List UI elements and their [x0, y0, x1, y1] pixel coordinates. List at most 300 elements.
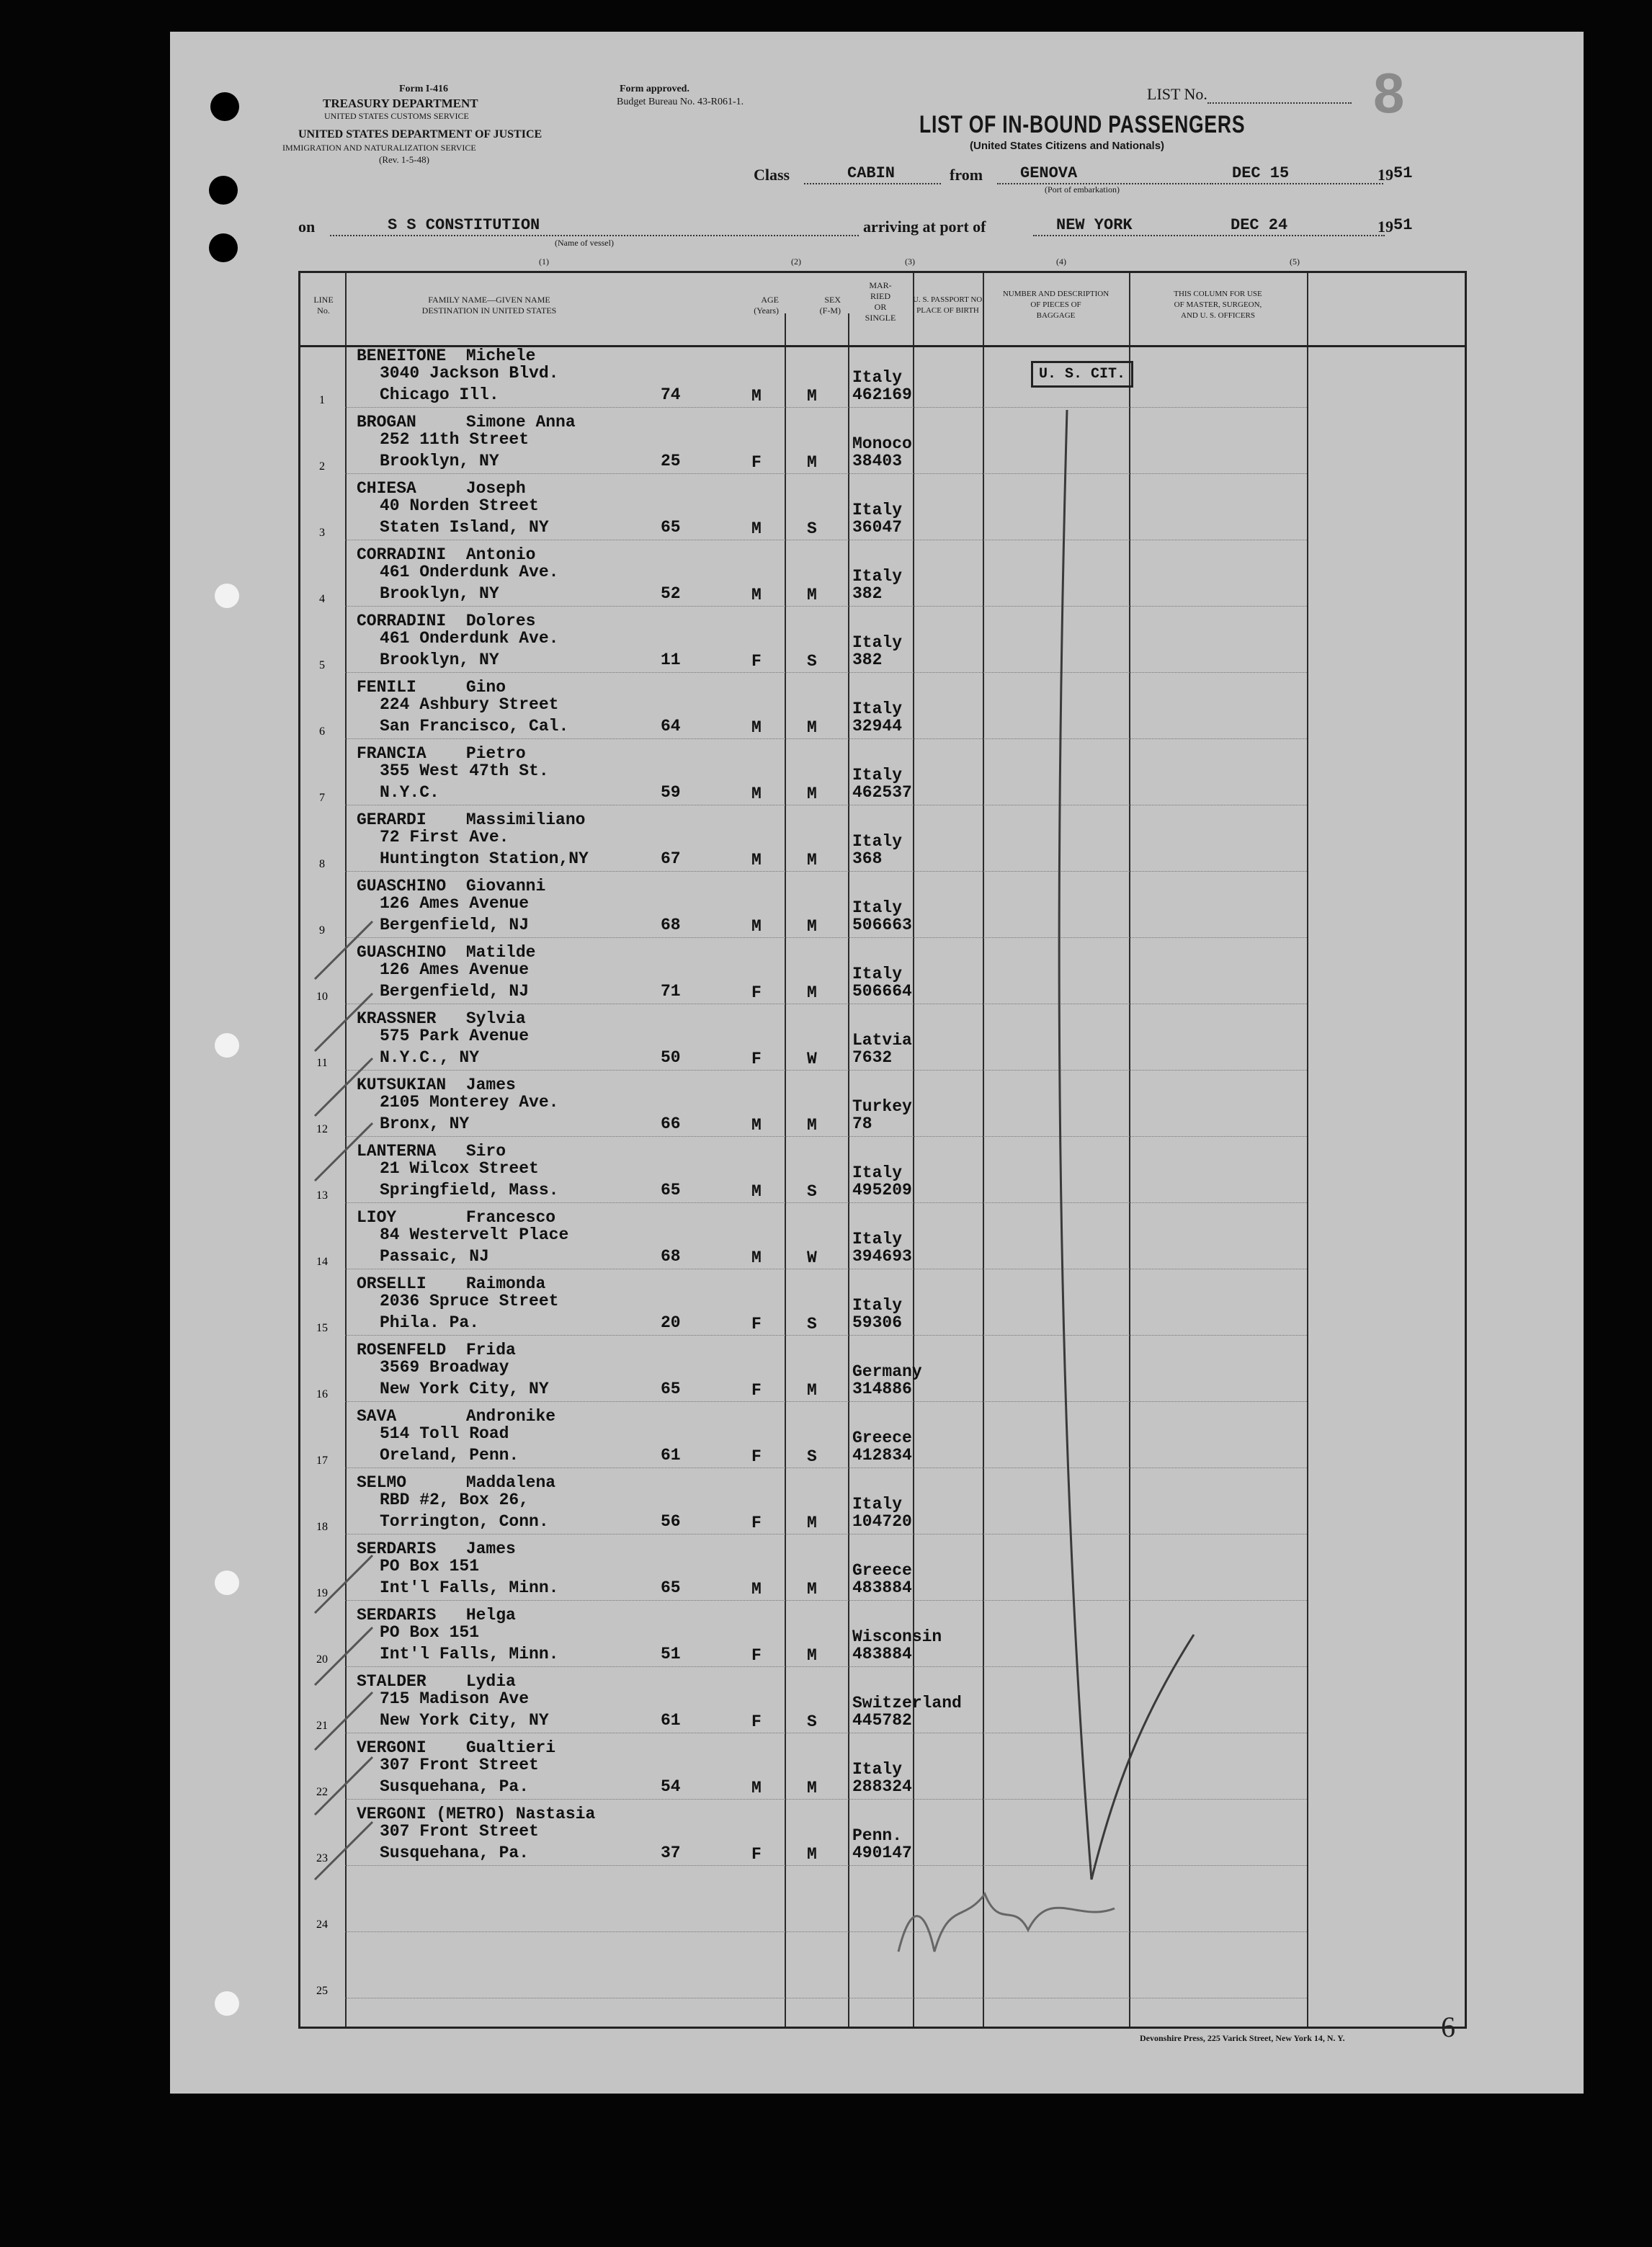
passenger-city: Int'l Falls, Minn. — [380, 1645, 559, 1663]
line-number: 3 — [319, 527, 325, 539]
col-header-passport: U. S. PASSPORT NO. PLACE OF BIRTH — [913, 295, 984, 315]
passenger-birthplace: Italy — [852, 1495, 903, 1514]
list-no-label: LIST No. — [1147, 85, 1207, 103]
passenger-name: VERGONI Gualtieri — [357, 1738, 556, 1757]
passenger-city: Passaic, NJ — [380, 1247, 489, 1266]
passenger-marital-status: M — [807, 387, 817, 406]
passenger-age: 59 — [661, 783, 681, 802]
passenger-passport: 78 — [852, 1114, 872, 1133]
passenger-sex: F — [751, 1381, 762, 1400]
column-number-2: (2) — [791, 256, 801, 267]
passenger-name: GERARDI Massimiliano — [357, 810, 586, 829]
passenger-age: 20 — [661, 1313, 681, 1332]
table-row — [300, 544, 1465, 610]
passenger-city: Susquehana, Pa. — [380, 1777, 530, 1796]
line-number: 25 — [316, 1985, 328, 1997]
passenger-sex: F — [751, 1712, 762, 1731]
passenger-sex: F — [751, 1845, 762, 1864]
passenger-name: CORRADINI Antonio — [357, 545, 536, 564]
treasury-department: TREASURY DEPARTMENT — [323, 97, 478, 110]
passenger-address: 224 Ashbury Street — [380, 695, 559, 714]
embark-date-line — [1215, 183, 1383, 184]
passenger-table — [298, 271, 1467, 2029]
passenger-name: GUASCHINO Matilde — [357, 943, 536, 962]
punch-hole — [215, 1033, 239, 1058]
row-rule — [345, 672, 1307, 673]
punch-hole — [215, 1571, 239, 1595]
line-number: 1 — [319, 394, 325, 406]
passenger-age: 54 — [661, 1777, 681, 1796]
passenger-passport: 462537 — [852, 783, 912, 802]
passenger-passport: 506663 — [852, 916, 912, 934]
column-number-1: (1) — [539, 256, 549, 267]
corner-mark-top: 8 — [1373, 61, 1405, 125]
passenger-age: 65 — [661, 1380, 681, 1398]
passenger-marital-status: M — [807, 1845, 817, 1864]
embark-note: (Port of embarkation) — [1045, 184, 1120, 195]
passenger-birthplace: Italy — [852, 1230, 903, 1248]
passenger-address: 461 Onderdunk Ave. — [380, 629, 559, 648]
passenger-passport: 495209 — [852, 1181, 912, 1200]
passenger-address: 307 Front Street — [380, 1822, 539, 1841]
row-rule — [345, 1600, 1307, 1601]
punch-hole — [209, 176, 238, 205]
passenger-birthplace: Italy — [852, 1760, 903, 1779]
passenger-age: 66 — [661, 1114, 681, 1133]
passenger-marital-status: M — [807, 1514, 817, 1532]
passenger-birthplace: Germany — [852, 1362, 922, 1381]
row-rule — [345, 1865, 1307, 1866]
line-number: 9 — [319, 924, 325, 937]
table-row — [300, 809, 1465, 875]
passenger-passport: 314886 — [852, 1380, 912, 1398]
passenger-sex: M — [751, 586, 762, 604]
passenger-city: Staten Island, NY — [380, 518, 549, 537]
passenger-marital-status: S — [807, 1182, 817, 1201]
table-row — [300, 1869, 1465, 1936]
table-row — [300, 1207, 1465, 1273]
passenger-address: RBD #2, Box 26, — [380, 1491, 530, 1509]
passenger-age: 68 — [661, 916, 681, 934]
table-row — [300, 1737, 1465, 1803]
table-row — [300, 610, 1465, 676]
passenger-marital-status: M — [807, 718, 817, 737]
passenger-passport: 483884 — [852, 1578, 912, 1597]
line-number: 22 — [316, 1786, 328, 1798]
line-number: 17 — [316, 1455, 328, 1467]
passenger-address: 715 Madison Ave — [380, 1689, 530, 1708]
passenger-sex: M — [751, 1182, 762, 1201]
row-rule — [345, 1136, 1307, 1137]
passenger-sex: M — [751, 1779, 762, 1797]
passenger-name: KUTSUKIAN James — [357, 1076, 516, 1094]
passenger-city: Oreland, Penn. — [380, 1446, 519, 1465]
passenger-address: 3569 Broadway — [380, 1358, 509, 1377]
passenger-marital-status: W — [807, 1248, 817, 1267]
passenger-city: Bronx, NY — [380, 1114, 470, 1133]
ins-service: IMMIGRATION AND NATURALIZATION SERVICE — [282, 143, 476, 153]
passenger-address: 126 Ames Avenue — [380, 960, 530, 979]
passenger-marital-status: S — [807, 652, 817, 671]
arrival-year-prefix: 19 — [1378, 218, 1393, 236]
col-header-age: AGE (Years) — [754, 295, 779, 316]
passenger-passport: 382 — [852, 584, 883, 603]
table-row — [300, 1936, 1465, 2002]
arrival-year: 51 — [1393, 216, 1413, 234]
passenger-marital-status: M — [807, 453, 817, 472]
passenger-city: Brooklyn, NY — [380, 584, 499, 603]
row-rule — [345, 473, 1307, 474]
passenger-city: Huntington Station,NY — [380, 849, 589, 868]
passenger-city: San Francisco, Cal. — [380, 717, 569, 736]
table-row — [300, 1074, 1465, 1140]
line-number: 11 — [316, 1057, 328, 1069]
passenger-name: LIOY Francesco — [357, 1208, 556, 1227]
table-row — [300, 1339, 1465, 1406]
passenger-marital-status: S — [807, 1712, 817, 1731]
passenger-marital-status: M — [807, 1116, 817, 1135]
justice-department: UNITED STATES DEPARTMENT OF JUSTICE — [298, 128, 543, 140]
passenger-birthplace: Wisconsin — [852, 1627, 942, 1646]
passenger-sex: F — [751, 1514, 762, 1532]
printer-credit: Devonshire Press, 225 Varick Street, New York 14, N. Y. — [1140, 2033, 1345, 2043]
passenger-address: 514 Toll Road — [380, 1424, 509, 1443]
passenger-address: 2036 Spruce Street — [380, 1292, 559, 1310]
row-rule — [345, 937, 1307, 938]
passenger-address: 3040 Jackson Blvd. — [380, 364, 559, 383]
passenger-passport: 394693 — [852, 1247, 912, 1266]
line-number: 20 — [316, 1653, 328, 1666]
revision: (Rev. 1-5-48) — [379, 154, 429, 165]
passenger-birthplace: Italy — [852, 633, 903, 652]
passenger-address: 2105 Monterey Ave. — [380, 1093, 559, 1112]
embark-date: DEC 15 — [1232, 164, 1290, 182]
passenger-marital-status: S — [807, 1447, 817, 1466]
line-number: 7 — [319, 792, 325, 804]
passenger-name: FENILI Gino — [357, 678, 506, 697]
passenger-name: KRASSNER Sylvia — [357, 1009, 526, 1028]
passenger-birthplace: Italy — [852, 898, 903, 917]
punch-hole — [215, 1991, 239, 2016]
passenger-birthplace: Greece — [852, 1561, 912, 1580]
passenger-city: N.Y.C., NY — [380, 1048, 480, 1067]
passenger-sex: F — [751, 453, 762, 472]
table-row — [300, 1472, 1465, 1538]
col-header-line: LINE No. — [313, 295, 334, 316]
passenger-name: BROGAN Simone Anna — [357, 413, 576, 432]
col-header-baggage: NUMBER AND DESCRIPTION OF PIECES OF BAGGAGE — [1002, 290, 1109, 320]
punch-hole — [209, 233, 238, 262]
passenger-name: SAVA Andronike — [357, 1407, 556, 1426]
passenger-name: SERDARIS Helga — [357, 1606, 516, 1625]
passenger-birthplace: Latvia — [852, 1031, 912, 1050]
line-number: 14 — [316, 1256, 328, 1268]
row-rule — [345, 871, 1307, 872]
table-row — [300, 942, 1465, 1008]
passenger-age: 71 — [661, 982, 681, 1001]
table-row — [300, 676, 1465, 743]
passenger-address: 575 Park Avenue — [380, 1027, 530, 1045]
passenger-passport: 490147 — [852, 1844, 912, 1862]
passenger-address: 21 Wilcox Street — [380, 1159, 539, 1178]
passenger-age: 50 — [661, 1048, 681, 1067]
from-label: from — [950, 166, 983, 184]
row-rule — [345, 1534, 1307, 1535]
passenger-city: Torrington, Conn. — [380, 1512, 549, 1531]
passenger-passport: 38403 — [852, 452, 903, 470]
row-rule — [345, 1401, 1307, 1402]
passenger-birthplace: Italy — [852, 766, 903, 785]
table-row — [300, 478, 1465, 544]
passenger-age: 11 — [661, 651, 681, 669]
passenger-marital-status: M — [807, 851, 817, 870]
col-header-sex: SEX (F-M) — [819, 295, 841, 316]
passenger-name: ORSELLI Raimonda — [357, 1274, 546, 1293]
passenger-sex: M — [751, 851, 762, 870]
passenger-address: PO Box 151 — [380, 1623, 480, 1642]
passenger-age: 68 — [661, 1247, 681, 1266]
passenger-sex: M — [751, 1116, 762, 1135]
document-title: LIST OF IN-BOUND PASSENGERS — [919, 111, 1246, 138]
arriving-label: arriving at port of — [863, 218, 986, 236]
row-rule — [345, 1335, 1307, 1336]
line-number: 2 — [319, 460, 325, 473]
passenger-birthplace: Italy — [852, 368, 903, 387]
row-rule — [345, 1070, 1307, 1071]
passenger-address: 252 11th Street — [380, 430, 530, 449]
vessel-line — [330, 235, 859, 236]
passenger-passport: 462169 — [852, 385, 912, 404]
passenger-birthplace: Italy — [852, 965, 903, 983]
line-number: 13 — [316, 1189, 328, 1202]
passenger-city: Chicago Ill. — [380, 385, 499, 404]
passenger-sex: F — [751, 1447, 762, 1466]
table-row — [300, 875, 1465, 942]
passenger-city: Brooklyn, NY — [380, 651, 499, 669]
passenger-birthplace: Greece — [852, 1429, 912, 1447]
passenger-passport: 32944 — [852, 717, 903, 736]
passenger-name: VERGONI (METRO) Nastasia — [357, 1805, 596, 1823]
passenger-marital-status: M — [807, 917, 817, 936]
col-header-name: FAMILY NAME—GIVEN NAME DESTINATION IN UNITED STATES — [421, 295, 557, 316]
passenger-passport: 412834 — [852, 1446, 912, 1465]
table-row — [300, 1604, 1465, 1671]
passenger-address: 355 West 47th St. — [380, 761, 549, 780]
passenger-marital-status: M — [807, 1580, 817, 1599]
passenger-passport: 382 — [852, 651, 883, 669]
passenger-birthplace: Turkey — [852, 1097, 912, 1116]
passenger-age: 65 — [661, 518, 681, 537]
table-row — [300, 1140, 1465, 1207]
line-number: 10 — [316, 991, 328, 1003]
passenger-marital-status: S — [807, 519, 817, 538]
form-approved: Form approved. — [620, 84, 689, 94]
passenger-sex: M — [751, 1248, 762, 1267]
line-number: 5 — [319, 659, 325, 671]
passenger-marital-status: M — [807, 1381, 817, 1400]
passenger-name: ROSENFELD Frida — [357, 1341, 516, 1359]
passenger-age: 61 — [661, 1446, 681, 1465]
passenger-sex: M — [751, 718, 762, 737]
passenger-passport: 288324 — [852, 1777, 912, 1796]
document-subtitle: (United States Citizens and Nationals) — [970, 140, 1165, 152]
passenger-age: 65 — [661, 1181, 681, 1200]
passenger-address: PO Box 151 — [380, 1557, 480, 1576]
on-label: on — [298, 218, 316, 236]
punch-hole — [215, 584, 239, 608]
passenger-sex: M — [751, 917, 762, 936]
passenger-name: SELMO Maddalena — [357, 1473, 556, 1492]
line-number: 23 — [316, 1852, 328, 1864]
passenger-name: LANTERNA Siro — [357, 1142, 506, 1161]
passenger-city: New York City, NY — [380, 1380, 549, 1398]
row-rule — [345, 1799, 1307, 1800]
passenger-name: SERDARIS James — [357, 1540, 516, 1558]
passenger-sex: F — [751, 652, 762, 671]
col-header-officers: THIS COLUMN FOR USE OF MASTER, SURGEON, AND U. S. OFFICERS — [1174, 290, 1262, 320]
passenger-birthplace: Italy — [852, 1163, 903, 1182]
punch-hole — [210, 92, 239, 121]
passenger-age: 51 — [661, 1645, 681, 1663]
arrival-port: NEW YORK — [1056, 216, 1133, 234]
passenger-city: Bergenfield, NJ — [380, 982, 530, 1001]
passenger-birthplace: Italy — [852, 501, 903, 519]
passenger-address: 40 Norden Street — [380, 496, 539, 515]
passenger-city: Phila. Pa. — [380, 1313, 480, 1332]
passenger-city: Brooklyn, NY — [380, 452, 499, 470]
passenger-passport: 36047 — [852, 518, 903, 537]
passenger-age: 52 — [661, 584, 681, 603]
passenger-city: Springfield, Mass. — [380, 1181, 559, 1200]
row-rule — [345, 407, 1307, 408]
passenger-sex: M — [751, 785, 762, 803]
passenger-passport: 368 — [852, 849, 883, 868]
passenger-passport: 104720 — [852, 1512, 912, 1531]
passenger-birthplace: Italy — [852, 567, 903, 586]
line-number: 15 — [316, 1322, 328, 1334]
passenger-passport: 59306 — [852, 1313, 903, 1332]
col-header-married: MAR- RIED OR SINGLE — [865, 280, 896, 323]
customs-service: UNITED STATES CUSTOMS SERVICE — [324, 111, 469, 121]
passenger-age: 61 — [661, 1711, 681, 1730]
row-rule — [345, 1666, 1307, 1667]
passenger-marital-status: M — [807, 586, 817, 604]
passenger-name: CORRADINI Dolores — [357, 612, 536, 630]
line-number: 19 — [316, 1587, 328, 1599]
passenger-sex: F — [751, 1646, 762, 1665]
passenger-sex: M — [751, 387, 762, 406]
passenger-marital-status: W — [807, 1050, 817, 1068]
passenger-birthplace: Italy — [852, 1296, 903, 1315]
column-number-3: (3) — [905, 256, 915, 267]
table-row — [300, 1803, 1465, 1869]
budget-bureau: Budget Bureau No. 43-R061-1. — [617, 97, 744, 107]
passenger-marital-status: M — [807, 1646, 817, 1665]
passenger-marital-status: M — [807, 983, 817, 1002]
passenger-city: N.Y.C. — [380, 783, 439, 802]
us-citizen-stamp: U. S. CIT. — [1031, 361, 1133, 388]
passenger-address: 126 Ames Avenue — [380, 894, 530, 913]
passenger-birthplace: Italy — [852, 832, 903, 851]
line-number: 24 — [316, 1918, 328, 1931]
passenger-marital-status: S — [807, 1315, 817, 1334]
passenger-age: 65 — [661, 1578, 681, 1597]
passenger-name: CHIESA Joseph — [357, 479, 526, 498]
from-value: GENOVA — [1020, 164, 1078, 182]
passenger-name: STALDER Lydia — [357, 1672, 516, 1691]
row-rule — [345, 1202, 1307, 1203]
class-line — [804, 183, 941, 184]
embark-year-prefix: 19 — [1378, 166, 1393, 184]
passenger-birthplace: Monoco — [852, 434, 912, 453]
passenger-age: 56 — [661, 1512, 681, 1531]
line-number: 6 — [319, 725, 325, 738]
passenger-name: FRANCIA Pietro — [357, 744, 526, 763]
column-number-5: (5) — [1290, 256, 1300, 267]
line-number: 16 — [316, 1388, 328, 1401]
passenger-address: 307 Front Street — [380, 1756, 539, 1774]
passenger-marital-status: M — [807, 1779, 817, 1797]
passenger-sex: M — [751, 1580, 762, 1599]
passenger-age: 25 — [661, 452, 681, 470]
arrival-line — [1033, 235, 1385, 236]
table-row — [300, 1273, 1465, 1339]
passenger-city: Bergenfield, NJ — [380, 916, 530, 934]
passenger-birthplace: Penn. — [852, 1826, 903, 1845]
passenger-birthplace: Switzerland — [852, 1694, 962, 1712]
passenger-age: 74 — [661, 385, 681, 404]
table-row — [300, 345, 1465, 411]
passenger-passport: 7632 — [852, 1048, 893, 1067]
passenger-city: Susquehana, Pa. — [380, 1844, 530, 1862]
passenger-marital-status: M — [807, 785, 817, 803]
passenger-passport: 506664 — [852, 982, 912, 1001]
table-row — [300, 743, 1465, 809]
column-number-4: (4) — [1056, 256, 1066, 267]
line-number: 12 — [316, 1123, 328, 1135]
vessel-name: S S CONSTITUTION — [388, 216, 540, 234]
class-value: CABIN — [847, 164, 896, 182]
passenger-address: 84 Westervelt Place — [380, 1225, 569, 1244]
line-number: 18 — [316, 1521, 328, 1533]
table-row — [300, 1008, 1465, 1074]
passenger-name: BENEITONE Michele — [357, 347, 536, 365]
passenger-city: New York City, NY — [380, 1711, 549, 1730]
table-row — [300, 1406, 1465, 1472]
table-row — [300, 1538, 1465, 1604]
passenger-age: 37 — [661, 1844, 681, 1862]
passenger-age: 67 — [661, 849, 681, 868]
passenger-birthplace: Italy — [852, 700, 903, 718]
corner-number: 6 — [1441, 2011, 1455, 2043]
passenger-sex: M — [751, 519, 762, 538]
vessel-note: (Name of vessel) — [555, 238, 614, 248]
passenger-passport: 445782 — [852, 1711, 912, 1730]
arrival-date: DEC 24 — [1231, 216, 1288, 234]
passenger-sex: F — [751, 983, 762, 1002]
embark-year: 51 — [1393, 164, 1413, 182]
line-number: 4 — [319, 593, 325, 605]
row-rule — [345, 1931, 1307, 1932]
table-row — [300, 411, 1465, 478]
table-row — [300, 1671, 1465, 1737]
class-label: Class — [754, 166, 790, 184]
passenger-city: Int'l Falls, Minn. — [380, 1578, 559, 1597]
row-rule — [345, 738, 1307, 739]
passenger-address: 72 First Ave. — [380, 828, 509, 846]
passenger-name: GUASCHINO Giovanni — [357, 877, 546, 895]
list-no-line — [1207, 102, 1352, 104]
